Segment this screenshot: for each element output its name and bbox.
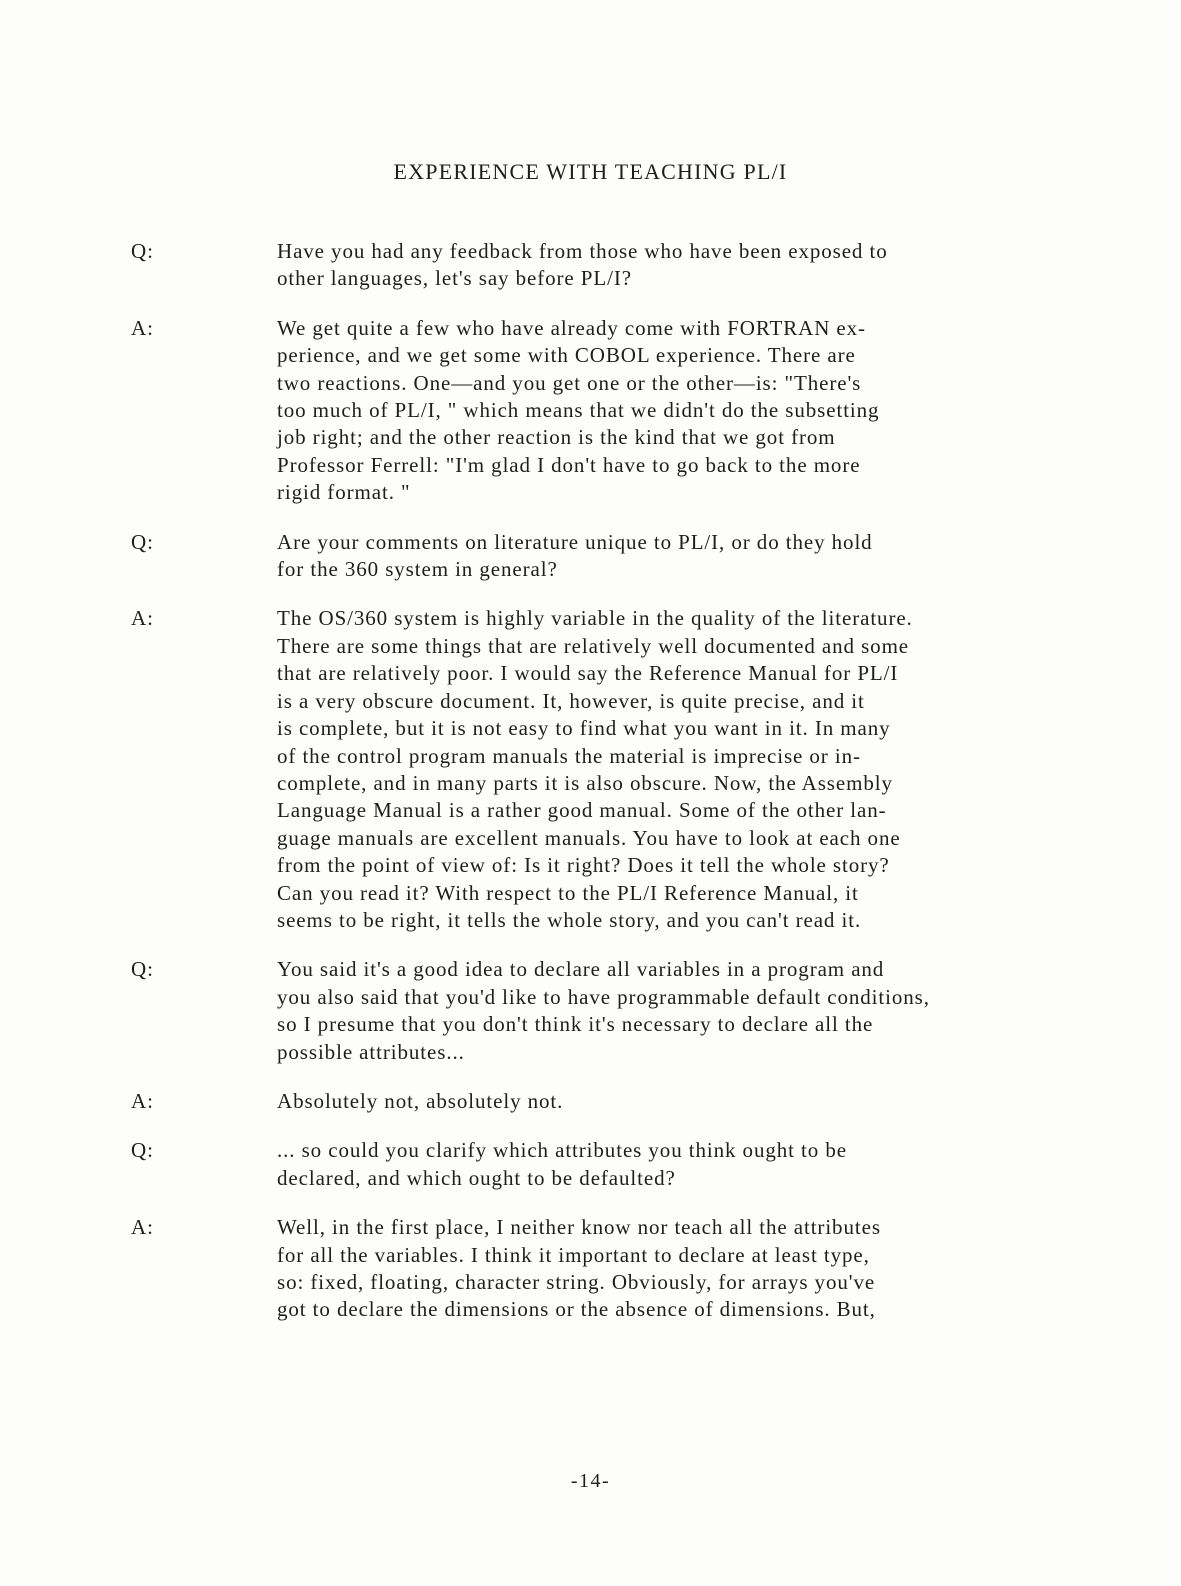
- qa-exchange: [131, 956, 1131, 1066]
- text-line: Professor Ferrell: "I'm glad I don't have to go back to the more: [277, 452, 861, 477]
- text-line: seems to be right, it tells the whole story, and you can't read it.: [277, 907, 862, 932]
- page-number: -14-: [570, 1470, 611, 1492]
- qa-list: [131, 238, 1131, 1346]
- qa-exchange: [131, 529, 1131, 584]
- text-line: for the 360 system in general?: [277, 557, 558, 582]
- text-line: too much of PL/I, " which means that we didn't do the subsetting: [277, 398, 880, 423]
- text-line: ... so could you clarify which attributes you think ought to be: [277, 1138, 847, 1163]
- text-line: from the point of view of: Is it right? Does it tell the whole story?: [277, 853, 890, 878]
- text-line: perience, and we get some with COBOL experience. There are: [277, 343, 856, 368]
- exchange-text: [277, 238, 1131, 293]
- text-line: Absolutely not, absolutely not.: [277, 1088, 564, 1113]
- text-line: of the control program manuals the material is imprecise or in-: [277, 743, 861, 768]
- text-line: There are some things that are relatively well documented and some: [277, 633, 910, 658]
- page-title: EXPERIENCE WITH TEACHING PL/I: [393, 159, 788, 184]
- exchange-text: [277, 315, 1131, 507]
- text-line: is complete, but it is not easy to find what you want in it. In many: [277, 716, 891, 741]
- text-line: declared, and which ought to be defaulted?: [277, 1165, 676, 1190]
- text-line: Can you read it? With respect to the PL/I Reference Manual, it: [277, 880, 859, 905]
- qa-exchange: [131, 238, 1131, 293]
- text-line: got to declare the dimensions or the absence of dimensions. But,: [277, 1297, 876, 1322]
- exchange-text: [277, 605, 1131, 934]
- text-line: job right; and the other reaction is the kind that we got from: [277, 425, 836, 450]
- speaker-label: A:: [131, 1215, 154, 1240]
- text-line: You said it's a good idea to declare all variables in a program and: [277, 957, 885, 982]
- text-line: Language Manual is a rather good manual. Some of the other lan-: [277, 798, 887, 823]
- qa-exchange: [131, 315, 1131, 507]
- qa-exchange: [131, 1088, 1131, 1115]
- text-line: that are relatively poor. I would say the Reference Manual for PL/I: [277, 661, 899, 686]
- speaker-label: Q:: [131, 529, 154, 554]
- exchange-text: [277, 1214, 1131, 1324]
- text-line: possible attributes...: [277, 1039, 465, 1064]
- exchange-text: [277, 1088, 1131, 1115]
- speaker-label: A:: [131, 315, 154, 340]
- text-line: other languages, let's say before PL/I?: [277, 266, 632, 291]
- text-line: We get quite a few who have already come with FORTRAN ex-: [277, 315, 866, 340]
- text-line: guage manuals are excellent manuals. You have to look at each one: [277, 825, 901, 850]
- text-line: so I presume that you don't think it's necessary to declare all the: [277, 1012, 874, 1037]
- text-line: The OS/360 system is highly variable in the quality of the literature.: [277, 606, 913, 631]
- text-line: two reactions. One—and you get one or the other—is: "There's: [277, 370, 862, 395]
- qa-exchange: [131, 1214, 1131, 1324]
- text-line: rigid format. ": [277, 480, 411, 505]
- text-line: Well, in the first place, I neither know nor teach all the attributes: [277, 1215, 881, 1240]
- speaker-label: Q:: [131, 1138, 154, 1163]
- text-line: Have you had any feedback from those who have been exposed to: [277, 239, 888, 263]
- speaker-label: Q:: [131, 957, 154, 982]
- qa-exchange: [131, 605, 1131, 934]
- exchange-text: [277, 529, 1131, 584]
- text-line: complete, and in many parts it is also obscure. Now, the Assembly: [277, 770, 893, 795]
- speaker-label: A:: [131, 606, 154, 631]
- speaker-label: Q:: [131, 239, 154, 263]
- exchange-text: [277, 956, 1131, 1066]
- qa-exchange: [131, 1137, 1131, 1192]
- text-line: is a very obscure document. It, however, is quite precise, and it: [277, 688, 865, 713]
- text-line: so: fixed, floating, character string. Obviously, for arrays you've: [277, 1270, 876, 1294]
- speaker-label: A:: [131, 1088, 154, 1113]
- text-line: you also said that you'd like to have programmable default conditions,: [277, 984, 930, 1009]
- text-line: Are your comments on literature unique to PL/I, or do they hold: [277, 529, 873, 554]
- text-line: for all the variables. I think it important to declare at least type,: [277, 1242, 870, 1267]
- exchange-text: [277, 1137, 1131, 1192]
